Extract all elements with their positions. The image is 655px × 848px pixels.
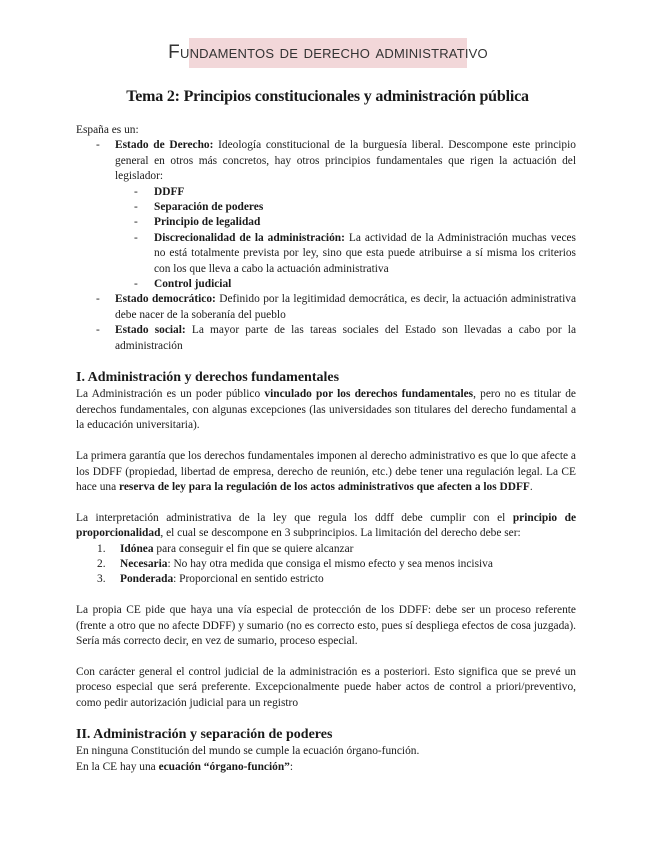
section1-paragraph-2	[76, 449, 576, 495]
sublist-item	[76, 185, 576, 200]
estado-derecho-text: Ideología constitucional de la burguesía liberal. Descompone este principio general en otros más concretos, hay otros principios fundamentales que rigen la actuación del legislador:	[115, 139, 576, 183]
text-run: La interpretación administrativa de la ley que regula los ddff debe cumplir con el	[76, 511, 513, 524]
sublist-item	[76, 277, 576, 292]
subject-banner-text: Fundamentos de derecho administrativo	[168, 42, 488, 63]
list-number: 2.	[97, 557, 106, 570]
text-run-bold: reserva de ley para la regulación de los actos administrativos que afecten a los DDFF	[119, 480, 530, 493]
section1-paragraph-3	[76, 511, 576, 542]
list-item	[76, 542, 576, 557]
discrecionalidad-text: La actividad de la Administración muchas veces no está totalmente prevista por ley, sino que esta puede atribuirse a sí misma los criterios con los que lleva a cabo la actuación administrativa	[154, 231, 576, 275]
sublist-item-separacion: Separación de poderes	[154, 201, 264, 214]
estado-democratico-label: Estado democrático:	[115, 293, 216, 306]
list-item-label: Necesaria	[120, 557, 168, 570]
sublist-item-control: Control judicial	[154, 278, 232, 291]
list-item-text: : No hay otra medida que consiga el mismo efecto y sea menos incisiva	[167, 557, 493, 570]
section1-paragraph-5: Con carácter general el control judicial de la administración es a posteriori. Esto significa que se prevé un proceso especial que será preferente. Excepcionalmente puede haber actos de control a priori/preventivo, como pedir autorización judicial para un registro	[76, 665, 576, 709]
document-body	[76, 123, 576, 775]
section-heading-2: II. Administración y separación de poderes	[76, 727, 333, 743]
text-run-bold: ecuación “órgano-función”	[158, 760, 290, 773]
list-item	[76, 557, 576, 572]
list-item-text: : Proporcional en sentido estricto	[173, 573, 324, 586]
section-heading-1: I. Administración y derechos fundamentales	[76, 370, 340, 386]
list-item-estado-derecho	[76, 138, 576, 292]
text-run: , el cual se descompone en 3 subprincipios. La limitación del derecho debe ser:	[160, 527, 521, 540]
text-run: , pero no es titular de derechos fundamentales, con algunas excepciones (las universidades son titulares del derecho fundamental a la educación universitaria).	[76, 388, 576, 432]
estado-democratico-text: Definido por la legitimidad democrática, es decir, la actuación administrativa debe nacer de la soberanía del pueblo	[115, 293, 577, 321]
text-run-bold: principio de proporcionalidad	[76, 511, 577, 540]
text-run: La Administración es un poder público	[76, 388, 265, 401]
text-run: :	[289, 760, 294, 773]
text-run: .	[529, 480, 533, 493]
proportionality-list	[76, 542, 576, 588]
list-item-label: Idónea	[120, 542, 154, 555]
list-item-label: Ponderada	[120, 573, 174, 586]
sublist-item-legalidad: Principio de legalidad	[154, 216, 261, 229]
sublist-item	[76, 215, 576, 230]
sublist-item-ddff: DDFF	[154, 185, 185, 198]
document-title: Tema 2: Principios constitucionales y administración pública	[126, 88, 529, 105]
list-number: 3.	[97, 573, 106, 586]
list-item-estado-democratico	[76, 292, 576, 323]
list-item-estado-social	[76, 323, 576, 354]
estado-derecho-label: Estado de Derecho:	[115, 139, 214, 152]
sublist-item	[76, 231, 576, 277]
discrecionalidad-label: Discrecionalidad de la administración:	[154, 231, 345, 244]
list-item-text: para conseguir el fin que se quiere alcanzar	[153, 542, 354, 555]
text-run-bold: vinculado por los derechos fundamentales	[264, 388, 474, 401]
intro-text: España es un:	[76, 124, 139, 136]
section1-paragraph-1	[76, 387, 576, 433]
estado-social-label: Estado social:	[115, 324, 186, 337]
estado-social-text: La mayor parte de las tareas sociales del Estado son llevadas a cabo por la administración	[115, 324, 576, 352]
subject-banner	[168, 38, 488, 68]
estado-derecho-sublist	[76, 185, 576, 293]
section1-paragraph-4: La propia CE pide que haya una vía especial de protección de los DDFF: debe ser un proceso referente (frente a otro que no afecte DDFF) y sumario (no es correcto esto, pues sí despliega efectos de cosa juzgada). Sería más correcto decir, en vez de sumario, proceso especial.	[76, 604, 576, 647]
list-number: 1.	[97, 542, 106, 555]
text-run: La primera garantía que los derechos fundamentales imponen al derecho administrativo es que lo que afecte a los DDFF (propiedad, libertad de empresa, derecho de reunión, etc.) debe tener una regulación legal. La CE hace una	[76, 450, 576, 493]
section2-paragraph-2	[76, 760, 576, 775]
text-run: En la CE hay una	[76, 760, 159, 773]
state-principles-list	[76, 138, 576, 354]
list-item	[76, 572, 576, 587]
section2-paragraph-1: En ninguna Constitución del mundo se cumple la ecuación órgano-función.	[76, 745, 420, 758]
sublist-item	[76, 200, 576, 215]
